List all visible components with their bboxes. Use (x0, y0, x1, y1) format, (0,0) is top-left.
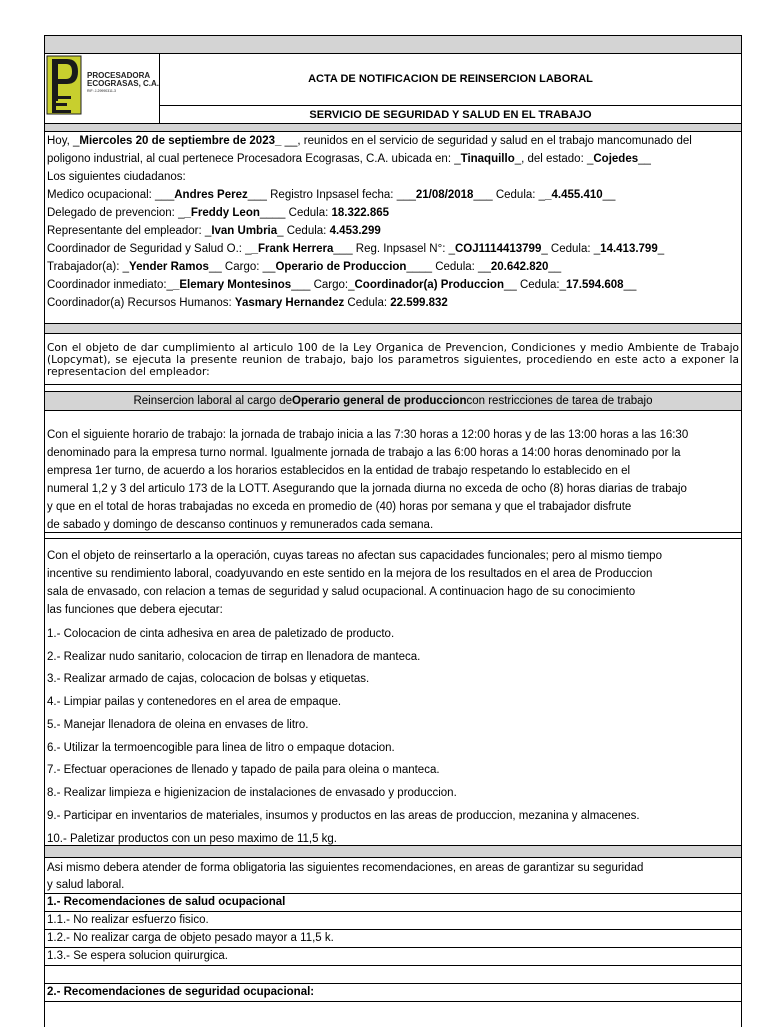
list-item: 10.- Paletizar productos con un peso maximo de 11,5 kg. (47, 833, 338, 845)
reinsert-line: incentive su rendimiento laboral, coadyuvando en este sentido en la mejora de los resultados en el area de Produccion (47, 568, 653, 580)
document-sheet (44, 35, 742, 1027)
row-recursos-humanos: Coordinador(a) Recursos Humanos: Yasmary Hernandez Cedula: 22.599.832 (47, 297, 448, 309)
list-item: 5.- Manejar llenadora de oleina en envases de litro. (47, 719, 309, 731)
logo-cell (45, 53, 160, 123)
header-separator (45, 123, 741, 132)
health-recommendation-row: 1.2.- No realizar carga de objeto pesado mayor a 11,5 k. (45, 929, 741, 947)
list-item: 2.- Realizar nudo sanitario, colocacion de tirrap en llenadora de manteca. (47, 651, 421, 663)
schedule-line: denominado para la empresa turno normal. Igualmente jornada de trabajo a las 6:00 horas a 14:00 horas denominado por la (47, 447, 681, 459)
svg-text:ECOGRASAS, C.A.: ECOGRASAS, C.A. (87, 79, 160, 88)
divider (45, 384, 741, 385)
row-trabajador: Trabajador(a): _Yender Ramos__ Cargo: __Operario de Produccion____ Cedula: __20.642.820__ (47, 261, 562, 273)
reinsert-line: sala de envasado, con relacion a temas de seguridad y salud ocupacional. A continuacion hago de su conocimiento (47, 586, 636, 598)
reinsert-line: Con el objeto de reinsertarlo a la operación, cuyas tareas no afectan sus capacidades funcionales; pero al mismo tiempo (47, 550, 662, 562)
row-coordinador-inmediato: Coordinador inmediato:__Elemary Montesinos___ Cargo:_Coordinador(a) Produccion__ Cedula:_17.594.608__ (47, 279, 637, 291)
schedule-line: empresa 1er turno, de acuerdo a los horarios establecidos en la entidad de trabajo respetando lo establecido en el (47, 465, 631, 477)
health-recommendation-row: 1.1.- No realizar esfuerzo fisico. (45, 911, 741, 929)
schedule-line: de sabado y domingo de descanso continuos y remunerados cada semana. (47, 519, 434, 531)
recommend-line: y salud laboral. (47, 879, 125, 891)
company-logo (45, 53, 160, 123)
schedule-line: numeral 1,2 y 3 del articulo 173 de la LOTT. Asegurando que la jornada diurna no exceda de ocho (8) horas diarias de trabajo (47, 483, 687, 495)
list-item: 4.- Limpiar pailas y contenedores en el area de empaque. (47, 696, 342, 708)
list-item: 9.- Participar en inventarios de materiales, insumos y productos en las areas de produccion, mezanina y almacenes. (47, 810, 640, 822)
row-delegado: Delegado de prevencion: __Freddy Leon____ Cedula: 18.322.865 (47, 207, 390, 219)
svg-text:RIF: J-29990311-3: RIF: J-29990311-3 (87, 89, 116, 93)
reinsert-line: las funciones que debera ejecutar: (47, 604, 223, 616)
intro-line-location: poligono industrial, al cual pertenece Procesadora Ecograsas, C.A. ubicada en: _Tinaquillo_, del estado: _Cojedes__ (47, 153, 651, 165)
schedule-line: y que en el total de horas trabajadas no exceda en promedio de (40) horas por semana y que el trabajador disfrute (47, 501, 632, 513)
list-item: 8.- Realizar limpieza e higienizacion de instalaciones de envasado y produccion. (47, 787, 457, 799)
intro-line-citizens: Los siguientes ciudadanos: (47, 171, 186, 183)
svg-text:PROCESADORA: PROCESADORA (87, 71, 151, 80)
divider (45, 1001, 741, 1002)
safety-recommendations-title: 2.- Recomendaciones de seguridad ocupacional: (45, 983, 741, 1001)
row-medico: Medico ocupacional: ___Andres Perez___ Registro Inpsasel fecha: ___21/08/2018___ Cedula: __4.455.410__ (47, 189, 616, 201)
divider (45, 532, 741, 533)
row-coordinador-seguridad: Coordinador de Seguridad y Salud O.: __Frank Herrera___ Reg. Inpsasel N°: _COJ1114413799_ Cedula: _14.413.799_ (47, 243, 665, 255)
health-recommendation-row: 1.3.- Se espera solucion quirurgica. (45, 947, 741, 965)
divider (45, 538, 741, 539)
list-item: 7.- Efectuar operaciones de llenado y tapado de paila para oleina o manteca. (47, 764, 440, 776)
recommend-line: Asi mismo debera atender de forma obligatoria las siguientes recomendaciones, en areas de garantizar su seguridad (47, 862, 644, 874)
empty-row (45, 965, 741, 983)
schedule-line: Con el siguiente horario de trabajo: la jornada de trabajo inicia a las 7:30 horas a 12:00 horas y de las 13:00 horas a las 16:30 (47, 429, 689, 441)
list-item: 6.- Utilizar la termoencogible para linea de litro o empaque dotacion. (47, 742, 395, 754)
objective-paragraph: Con el objeto de dar cumplimiento al articulo 100 de la Ley Organica de Prevencion, Condiciones y medio Ambiente de Trabajo (Lopcymat), se ejecuta la presente reunion de trabajo, bajo los parametros siguientes, procediendo en este acto a exponer la representacion del empleador: (47, 342, 739, 378)
reinsertion-band: Reinsercion laboral al cargo de Operario general de produccion con restricciones de tarea de trabajo (45, 391, 741, 411)
list-item: 3.- Realizar armado de cajas, colocacion de bolsas y etiquetas. (47, 673, 370, 685)
list-item: 1.- Colocacion de cinta adhesiva en area de paletizado de producto. (47, 628, 395, 640)
document-subtitle: SERVICIO DE SEGURIDAD Y SALUD EN EL TRABAJO (160, 105, 741, 123)
top-bar (45, 35, 741, 54)
section-separator-2 (45, 845, 741, 858)
health-recommendations-title: 1.- Recomendaciones de salud ocupacional (45, 893, 741, 911)
document-title: ACTA DE NOTIFICACION DE REINSERCION LABORAL (308, 73, 593, 85)
section-separator-1 (45, 323, 741, 334)
intro-line-date: Hoy, _Miercoles 20 de septiembre de 2023_ __, reunidos en el servicio de seguridad y salud en el trabajo mancomunado del (47, 135, 692, 147)
row-representante: Representante del empleador: _Ivan Umbria_ Cedula: 4.453.299 (47, 225, 381, 237)
